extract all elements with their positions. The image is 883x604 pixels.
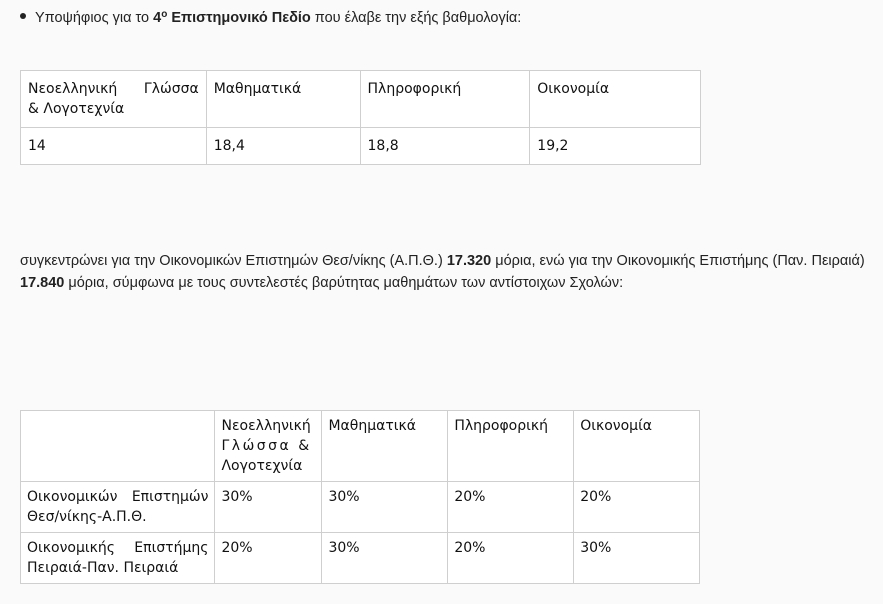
weights-table [20, 410, 700, 584]
weight-informatics: 20% [448, 533, 574, 584]
grades-header-informatics: Πληροφορική [360, 71, 530, 128]
weight-math: 30% [322, 482, 448, 533]
grades-values-row [21, 128, 701, 165]
weights-header-row [21, 411, 700, 482]
weight-economics: 30% [574, 533, 700, 584]
weight-language: 30% [215, 482, 322, 533]
points-paragraph: συγκεντρώνει για την Οικονομικών Επιστημών Θεσ/νίκης (Α.Π.Θ.) 17.320 μόρια, ενώ για την Οικονομικής Επιστήμης (Παν. Πειραιά) 17.840 μόρια, σύμφωνα με τους συντελεστές βαρύτητας μαθημάτων των αντίστοιχων Σχολών: [20, 253, 865, 291]
weights-header-informatics: Πληροφορική [448, 411, 574, 482]
intro-prefix: Υποψήφιος για το [35, 10, 154, 26]
weights-header-math: Μαθηματικά [322, 411, 448, 482]
weight-language: 20% [215, 533, 322, 584]
weights-header-economics: Οικονομία [574, 411, 700, 482]
intro-bullet [20, 8, 521, 28]
bullet-icon [20, 13, 26, 19]
weights-header-language: Νεοελληνική Γλώσσα & Λογοτεχνία [215, 411, 322, 482]
grade-language: 14 [21, 128, 207, 165]
intro-suffix: που έλαβε την εξής βαθμολογία: [310, 10, 522, 26]
school-name: Οικονομικών Επιστημών Θεσ/νίκης-Α.Π.Θ. [21, 482, 215, 533]
grades-header-math: Μαθηματικά [206, 71, 360, 128]
field-label: $4^o$ Επιστημονικό Πεδίο [153, 9, 311, 26]
weights-row-auth [21, 482, 700, 533]
weight-informatics: 20% [448, 482, 574, 533]
weight-economics: 20% [574, 482, 700, 533]
grade-math: 18,4 [206, 128, 360, 165]
grades-header-economics: Οικονομία [530, 71, 701, 128]
points-auth: 17.320 [446, 253, 492, 269]
weights-header-empty [21, 411, 215, 482]
grades-header-language: Νεοελληνική Γλώσσα & Λογοτεχνία [21, 71, 207, 128]
grade-informatics: 18,8 [360, 128, 530, 165]
weight-math: 30% [322, 533, 448, 584]
grades-table [20, 70, 701, 165]
points-piraeus: 17.840 [20, 275, 65, 291]
grades-header-row [21, 71, 701, 128]
school-name: Οικονομικής Επιστήμης Πειραιά-Παν. Πειραιά [21, 533, 215, 584]
weights-row-piraeus [21, 533, 700, 584]
grade-economics: 19,2 [530, 128, 701, 165]
